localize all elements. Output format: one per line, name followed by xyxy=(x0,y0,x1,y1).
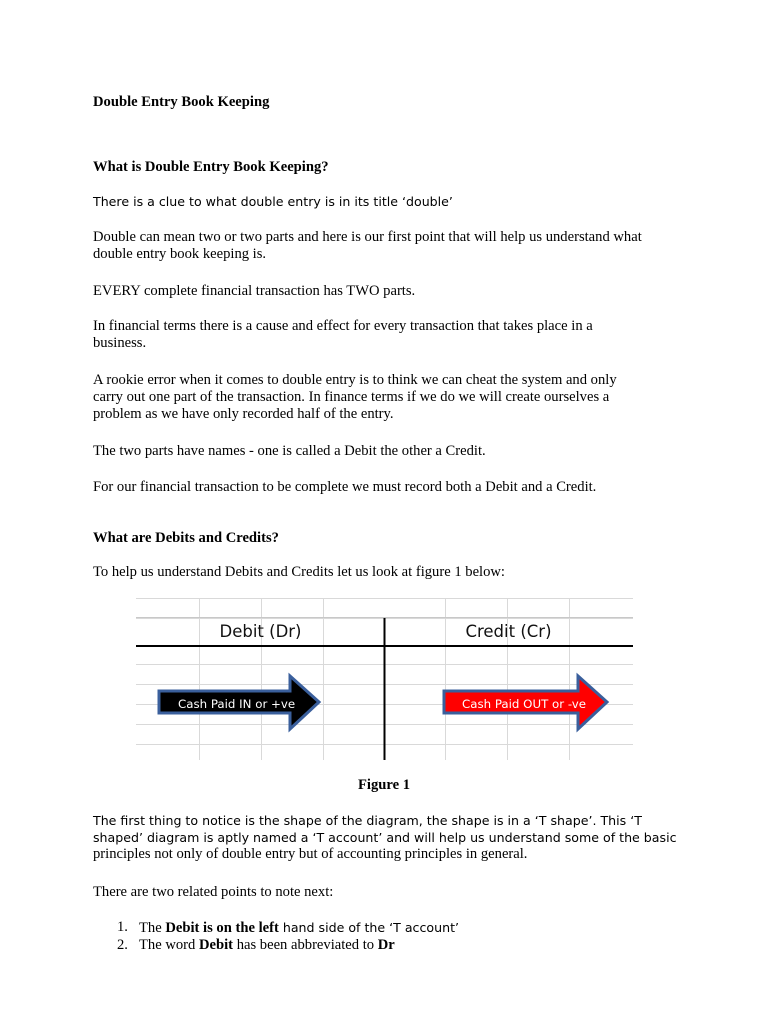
paragraph-complete-transaction: For our financial transaction to be complete we must record both a Debit and a Credit. xyxy=(93,479,597,495)
document-title: Double Entry Book Keeping xyxy=(93,94,270,110)
clue-paragraph: There is a clue to what double entry is in its title ‘double’ xyxy=(93,194,453,209)
figure-caption: Figure 1 xyxy=(357,777,411,793)
paragraph-t-shape: The first thing to notice is the shape of the diagram, the shape is in a ‘T shape’. This ‘T shaped’ diagram is aptly named a ‘T account’ and will help us understand some of the basic principles not only of double entry but of accounting principles in general. xyxy=(93,813,677,862)
credit-arrow-label: Cash Paid OUT or -ve xyxy=(462,697,587,711)
paragraph-part-names: The two parts have names - one is called a Debit the other a Credit. xyxy=(93,443,486,459)
paragraph-related-points: There are two related points to note next: xyxy=(93,884,334,900)
debit-column-header: Debit (Dr) xyxy=(219,622,302,641)
paragraph-rookie-error: A rookie error when it comes to double entry is to think we can cheat the system and only carry out one part of the transaction. In finance terms if we do we will create ourselves a problem as we have only recorded half of the entry. xyxy=(93,372,617,422)
section-heading-debits-credits: What are Debits and Credits? xyxy=(93,530,279,546)
list-item: 1. The Debit is on the left hand side of the ‘T account’ xyxy=(117,919,460,936)
debit-arrow-label: Cash Paid IN or +ve xyxy=(178,697,296,711)
paragraph-double-meaning: Double can mean two or two parts and here is our first point that will help us understand what double entry book keeping is. xyxy=(93,229,642,262)
paragraph-cause-effect: In financial terms there is a cause and effect for every transaction that takes place in a business. xyxy=(93,318,593,351)
numbered-list xyxy=(93,919,693,955)
paragraph-two-parts: EVERY complete financial transaction has TWO parts. xyxy=(93,283,416,299)
list-item: 2. The word Debit has been abbreviated to Dr xyxy=(117,937,395,953)
section-heading-what-is: What is Double Entry Book Keeping? xyxy=(93,159,329,175)
paragraph-figure-intro: To help us understand Debits and Credits let us look at figure 1 below: xyxy=(93,564,505,580)
credit-column-header: Credit (Cr) xyxy=(465,622,552,641)
